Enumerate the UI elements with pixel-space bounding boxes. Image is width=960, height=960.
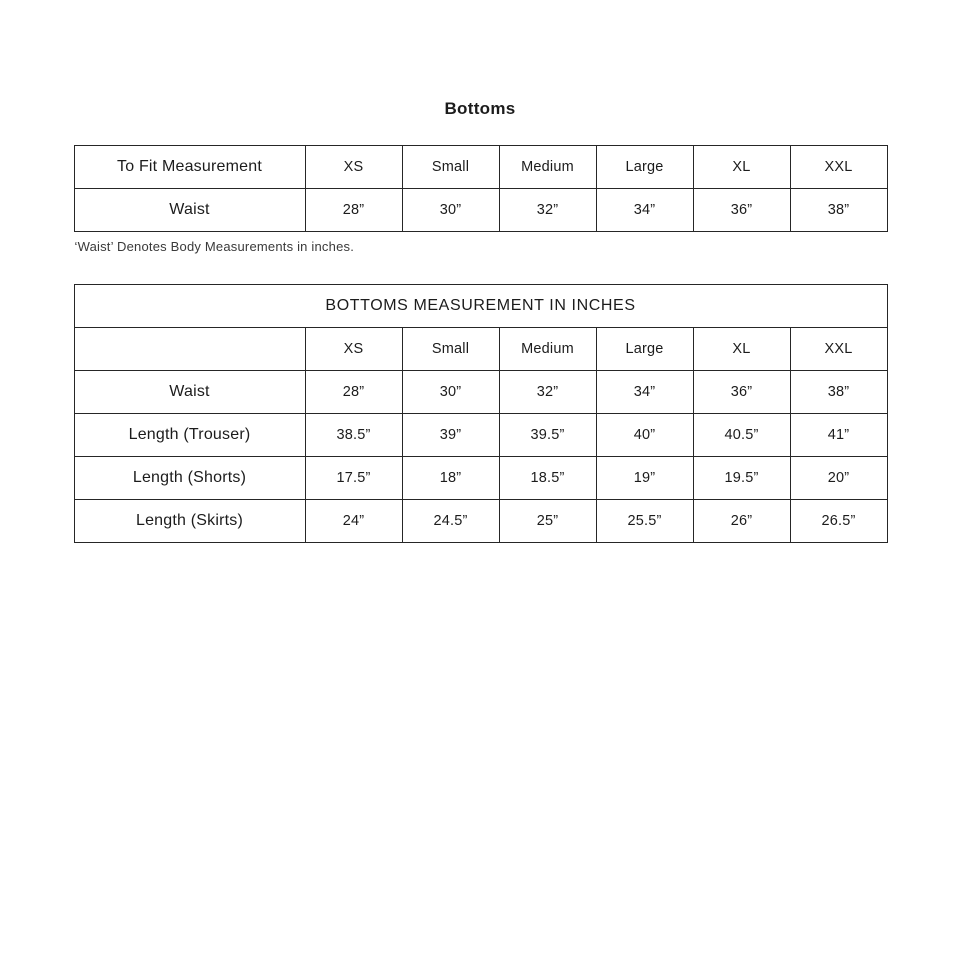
cell-skirts-xxl: 26.5”: [790, 500, 887, 543]
table-header-row: [74, 328, 887, 371]
cell-shorts-large: 19”: [596, 457, 693, 500]
table-row-waist: [74, 371, 887, 414]
table-title-row: [74, 285, 887, 328]
column-header-large: Large: [596, 328, 693, 371]
column-header-xl: XL: [693, 146, 790, 189]
waist-footnote: ‘Waist’ Denotes Body Measurements in inches.: [74, 239, 355, 254]
cell-waist-small: 30”: [402, 371, 499, 414]
cell-waist-medium: 32”: [499, 371, 596, 414]
cell-trouser-small: 39”: [402, 414, 499, 457]
cell-waist-xs: 28”: [305, 189, 402, 232]
cell-trouser-xs: 38.5”: [305, 414, 402, 457]
table-row-length-trouser: [74, 414, 887, 457]
table-title: BOTTOMS MEASUREMENT IN INCHES: [74, 285, 887, 328]
cell-waist-large: 34”: [596, 189, 693, 232]
cell-shorts-medium: 18.5”: [499, 457, 596, 500]
cell-waist-large: 34”: [596, 371, 693, 414]
row-label-length-shorts: Length (Shorts): [74, 457, 305, 500]
column-header-medium: Medium: [499, 146, 596, 189]
column-header-xs: XS: [305, 146, 402, 189]
cell-waist-xxl: 38”: [790, 371, 887, 414]
column-header-empty: [74, 328, 305, 371]
row-label-waist: Waist: [74, 189, 305, 232]
column-header-xs: XS: [305, 328, 402, 371]
row-label-length-trouser: Length (Trouser): [74, 414, 305, 457]
column-header-large: Large: [596, 146, 693, 189]
page-title: Bottoms: [444, 99, 516, 118]
cell-shorts-xxl: 20”: [790, 457, 887, 500]
table-header-row: [74, 146, 887, 189]
table-row-length-skirts: [74, 500, 887, 543]
cell-waist-xs: 28”: [305, 371, 402, 414]
size-chart-page: [74, 0, 887, 543]
cell-waist-xxl: 38”: [790, 189, 887, 232]
column-header-to-fit-measurement: To Fit Measurement: [74, 146, 305, 189]
cell-shorts-small: 18”: [402, 457, 499, 500]
cell-waist-medium: 32”: [499, 189, 596, 232]
cell-shorts-xl: 19.5”: [693, 457, 790, 500]
spacer: [74, 255, 887, 284]
column-header-medium: Medium: [499, 328, 596, 371]
cell-waist-xl: 36”: [693, 371, 790, 414]
cell-trouser-medium: 39.5”: [499, 414, 596, 457]
to-fit-measurement-table: [74, 145, 888, 232]
column-header-xxl: XXL: [790, 328, 887, 371]
cell-skirts-small: 24.5”: [402, 500, 499, 543]
cell-skirts-xs: 24”: [305, 500, 402, 543]
column-header-small: Small: [402, 146, 499, 189]
cell-trouser-xxl: 41”: [790, 414, 887, 457]
row-label-length-skirts: Length (Skirts): [74, 500, 305, 543]
column-header-xxl: XXL: [790, 146, 887, 189]
cell-trouser-large: 40”: [596, 414, 693, 457]
row-label-waist: Waist: [74, 371, 305, 414]
cell-skirts-xl: 26”: [693, 500, 790, 543]
cell-skirts-large: 25.5”: [596, 500, 693, 543]
column-header-xl: XL: [693, 328, 790, 371]
cell-trouser-xl: 40.5”: [693, 414, 790, 457]
cell-waist-small: 30”: [402, 189, 499, 232]
cell-skirts-medium: 25”: [499, 500, 596, 543]
column-header-small: Small: [402, 328, 499, 371]
table-row-length-shorts: [74, 457, 887, 500]
bottoms-measurement-table: [74, 284, 888, 543]
table-row-waist: [74, 189, 887, 232]
cell-shorts-xs: 17.5”: [305, 457, 402, 500]
cell-waist-xl: 36”: [693, 189, 790, 232]
